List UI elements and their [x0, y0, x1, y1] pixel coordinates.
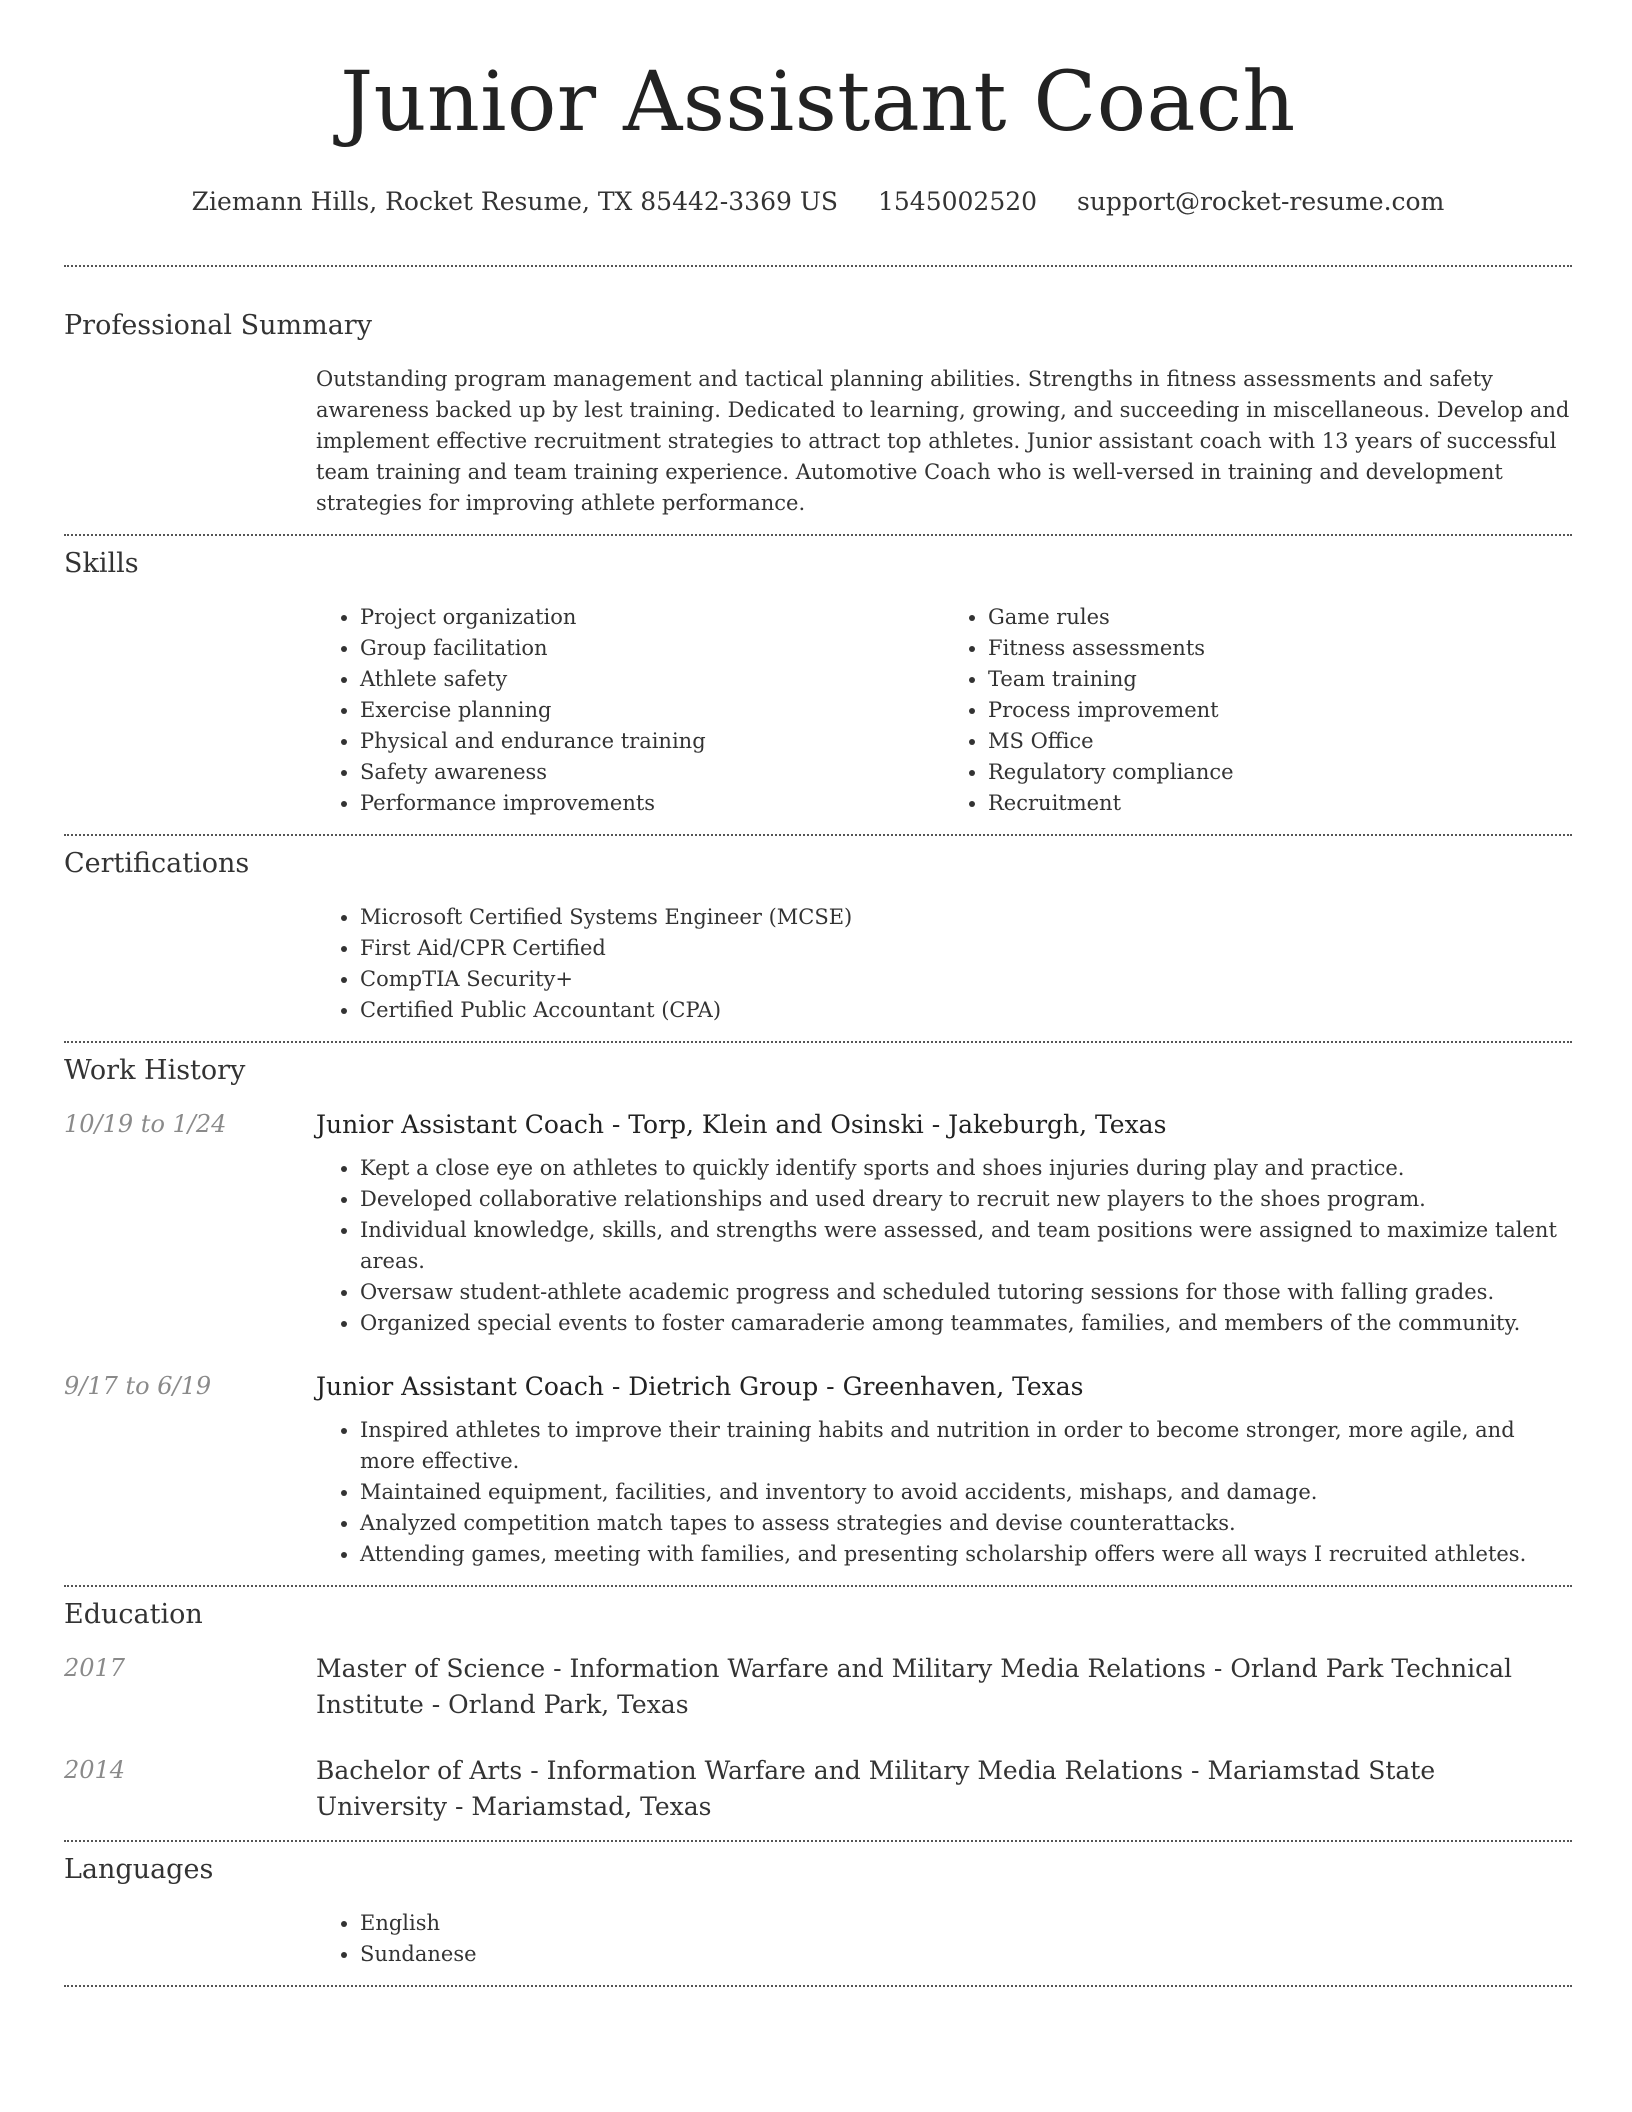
list-item: • Organized special events to foster camaraderie among teammates, families, and members of the community.: [360, 1308, 1572, 1339]
certifications-list: [316, 902, 1572, 1026]
education-entry: [64, 1753, 1572, 1825]
list-item: • Physical and endurance training: [360, 726, 944, 757]
list-item: • CompTIA Security+: [360, 964, 1572, 995]
section-title-languages: Languages: [64, 1854, 214, 1885]
job-date: 10/19 to 1/24: [64, 1110, 227, 1138]
job-entry: [64, 1107, 1572, 1339]
education-text: Master of Science - Information Warfare and Military Media Relations - Orland Park Technical Institute - Orland Park, Texas: [316, 1654, 1513, 1719]
list-item: • Attending games, meeting with families, and presenting scholarship offers were all ways I recruited athletes.: [360, 1539, 1572, 1570]
job-title: Junior Assistant Coach - Torp, Klein and Osinski - Jakeburgh, Texas: [316, 1110, 1167, 1139]
list-item: • First Aid/CPR Certified: [360, 933, 1572, 964]
section-work-history: [64, 1043, 1572, 1570]
education-date: 2017: [64, 1654, 126, 1682]
list-item: • Sundanese: [360, 1939, 1572, 1970]
job-bullets: [316, 1415, 1572, 1570]
languages-list: [316, 1908, 1572, 1970]
job-entry: [64, 1369, 1572, 1570]
list-item: • Microsoft Certified Systems Engineer (MCSE): [360, 902, 1572, 933]
skills-column-2: [944, 602, 1572, 819]
resume-name: Junior Assistant Coach: [340, 55, 1296, 150]
job-bullets: [316, 1153, 1572, 1339]
list-item: • Individual knowledge, skills, and strengths were assessed, and team positions were assigned to maximize talent areas.: [360, 1215, 1572, 1277]
list-item: • Maintained equipment, facilities, and inventory to avoid accidents, mishaps, and damage.: [360, 1477, 1572, 1508]
list-item: • Analyzed competition match tapes to assess strategies and devise counterattacks.: [360, 1508, 1572, 1539]
list-item: • Kept a close eye on athletes to quickly identify sports and shoes injuries during play and practice.: [360, 1153, 1572, 1184]
list-item: • Performance improvements: [360, 788, 944, 819]
contact-email: support@rocket-resume.com: [1077, 187, 1445, 216]
section-certifications: [64, 836, 1572, 1026]
section-title-skills: Skills: [64, 548, 139, 579]
list-item: • MS Office: [988, 726, 1572, 757]
skills-column-1: [316, 602, 944, 819]
resume-page: [64, 0, 1572, 1987]
list-item: • Process improvement: [988, 695, 1572, 726]
list-item: • Game rules: [988, 602, 1572, 633]
list-item: • Recruitment: [988, 788, 1572, 819]
contact-phone: 1545002520: [877, 187, 1038, 216]
education-entry: [64, 1651, 1572, 1723]
list-item: • Oversaw student-athlete academic progress and scheduled tutoring sessions for those with falling grades.: [360, 1277, 1572, 1308]
list-item: • Project organization: [360, 602, 944, 633]
skills-list: [316, 602, 1572, 819]
summary-text: Outstanding program management and tactical planning abilities. Strengths in fitness assessments and safety awareness backed up by lest training. Dedicated to learning, growing, and succeeding in miscellaneous. Develop and implement effective recruitment strategies to attract top athletes. Junior assistant coach with 13 years of successful team training and team training experience. Automotive Coach who is well-versed in training and development strategies for improving athlete performance.: [316, 367, 1570, 515]
contact-address: Ziemann Hills, Rocket Resume, TX 85442-3369 US: [191, 187, 839, 216]
list-item: • Safety awareness: [360, 757, 944, 788]
list-item: • English: [360, 1908, 1572, 1939]
education-date: 2014: [64, 1756, 126, 1784]
list-item: • Fitness assessments: [988, 633, 1572, 664]
section-languages: [64, 1842, 1572, 1970]
section-title-education: Education: [64, 1599, 203, 1630]
list-item: • Exercise planning: [360, 695, 944, 726]
education-text: Bachelor of Arts - Information Warfare and Military Media Relations - Mariamstad State University - Mariamstad, Texas: [316, 1756, 1436, 1821]
list-item: • Group facilitation: [360, 633, 944, 664]
list-item: • Regulatory compliance: [988, 757, 1572, 788]
contact-line: [64, 187, 1572, 221]
section-summary: [64, 267, 1572, 519]
section-title-summary: Professional Summary: [64, 310, 372, 341]
list-item: • Inspired athletes to improve their training habits and nutrition in order to become stronger, more agile, and more effective.: [360, 1415, 1572, 1477]
divider: [64, 1985, 1572, 1987]
list-item: • Athlete safety: [360, 664, 944, 695]
list-item: • Developed collaborative relationships and used dreary to recruit new players to the shoes program.: [360, 1184, 1572, 1215]
section-education: [64, 1587, 1572, 1825]
section-skills: [64, 536, 1572, 819]
job-title: Junior Assistant Coach - Dietrich Group - Greenhaven, Texas: [316, 1372, 1084, 1401]
section-title-certifications: Certifications: [64, 848, 250, 879]
list-item: • Team training: [988, 664, 1572, 695]
job-date: 9/17 to 6/19: [64, 1372, 212, 1400]
section-title-work: Work History: [64, 1055, 246, 1086]
list-item: • Certified Public Accountant (CPA): [360, 995, 1572, 1026]
